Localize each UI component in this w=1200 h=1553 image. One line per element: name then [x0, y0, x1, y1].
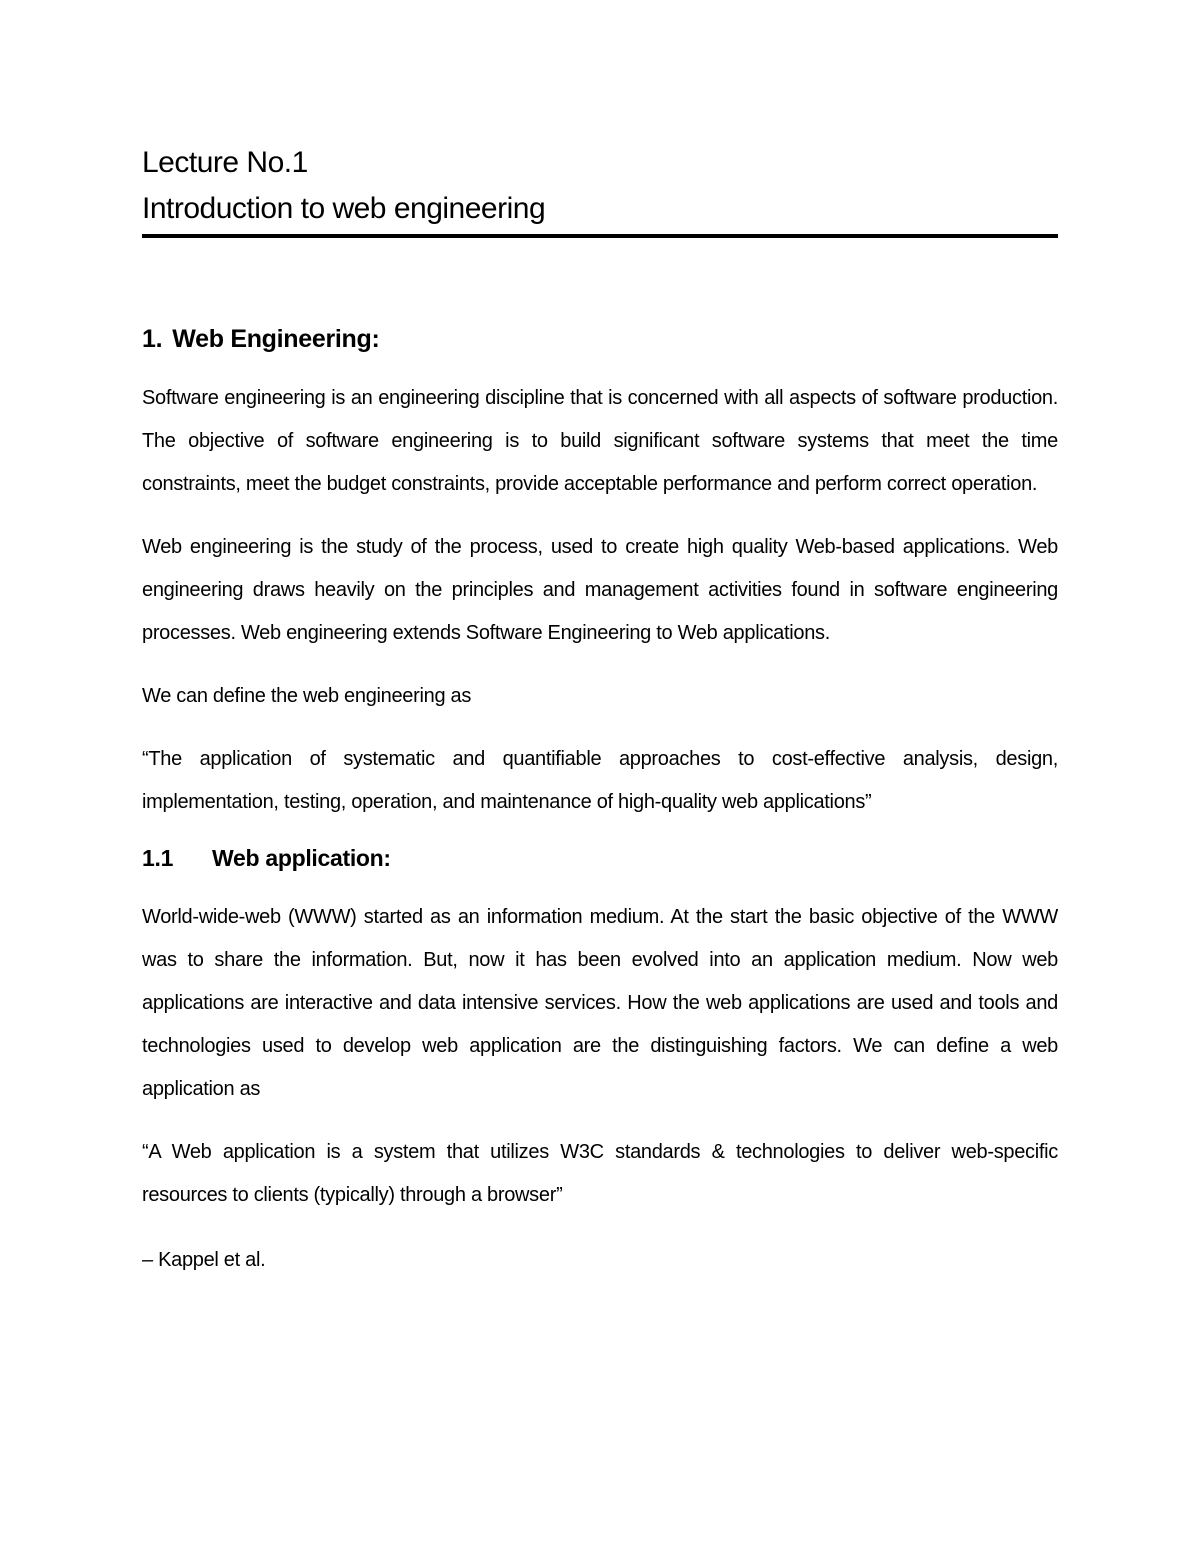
- document-page: [142, 140, 1058, 1282]
- paragraph-web-app-quote: “A Web application is a system that utilizes W3C standards & technologies to deliver web-specific resources to clients (typically) through a browser”: [142, 1141, 1058, 1206]
- section-number: 1.1: [142, 845, 174, 871]
- section-heading-web-engineering: [142, 323, 1058, 355]
- paragraph-web-engineering: Web engineering is the study of the process, used to create high quality Web-based applications. Web engineering draws heavily on the principles and management activities found in software engineering processes. Web engineering extends Software Engineering to Web applications.: [142, 536, 1058, 644]
- paragraph-definition-intro: We can define the web engineering as: [142, 685, 472, 707]
- section-heading-web-application: [142, 842, 1058, 874]
- section-title: Web application:: [212, 845, 391, 871]
- paragraph-www-history: World-wide-web (WWW) started as an information medium. At the start the basic objective of the WWW was to share the information. But, now it has been evolved into an application medium. Now web applications are interactive and data intensive services. How the web applications are used and tools and technologies used to develop web application are the distinguishing factors. We can define a web application as: [142, 906, 1058, 1100]
- paragraph-software-engineering: Software engineering is an engineering discipline that is concerned with all aspects of software production. The objective of software engineering is to build significant software systems that meet the time constraints, meet the budget constraints, provide acceptable performance and perform correct operation.: [142, 387, 1058, 495]
- title-underline: [142, 234, 1058, 238]
- section-title: Web Engineering:: [172, 325, 380, 353]
- quote-attribution: – Kappel et al.: [142, 1249, 266, 1271]
- section-number: 1.: [142, 325, 163, 353]
- lecture-number-title: Lecture No.1: [142, 146, 308, 179]
- paragraph-definition-quote: “The application of systematic and quantifiable approaches to cost-effective analysis, design, implementation, testing, operation, and maintenance of high-quality web applications”: [142, 748, 1058, 813]
- lecture-topic-title: Introduction to web engineering: [142, 192, 546, 225]
